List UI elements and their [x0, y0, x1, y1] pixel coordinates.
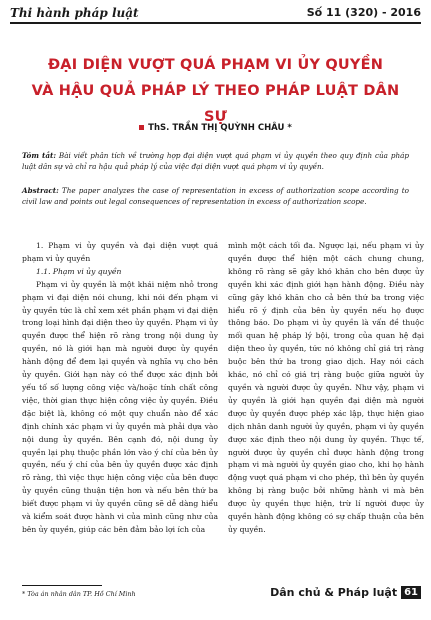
- page-number: 61: [401, 586, 421, 599]
- subsection-heading: 1.1. Phạm vi ủy quyền: [36, 266, 122, 276]
- body-paragraph: Phạm vi ủy quyền là một khái niệm nhỏ trong phạm vi đại diện nói chung, khi nói đến phạm vi ủy quyền tức là chỉ xem xét phần phạm vi đại diện trong loại hình đại diện theo ủy quyền. Phạm vi ủy quyền được thể hiện rõ ràng trong nội dung ủy quyền, nó là giới hạn mà người được ủy quyền hành động để đem lại quyền và nghĩa vụ cho bên ủy quyền. Giới hạn này có thể được xác định bởi yếu tố số lượng công việc và/hoặc tính chất công việc, thời gian thực hiện công việc ủy quyền. Điều đặc biệt là, không có một quy chuẩn nào để xác định chính xác phạm vi ủy quyền mà phải dựa vào nội dung ủy quyền. Bên cạnh đó, nội dung ủy quyền lại phụ thuộc phần lớn vào ý chí của bên ủy quyền, nếu ý chí của bên ủy quyền được xác định rõ ràng, thì việc thực hiện công việc của bên được ủy quyền cũng thuận tiện hơn và nếu bên thứ ba biết được phạm vi ủy quyền cũng sẽ dễ dàng hiểu và kiểm soát được hành vi của mình cũng như của bên ủy quyền, giúp các bên đảm bảo lợi ích của: [22, 279, 218, 534]
- author-line: [0, 123, 431, 133]
- abstract-english: [22, 185, 409, 207]
- article-title: [20, 52, 411, 130]
- author-bullet-icon: [139, 125, 144, 130]
- title-line-2: VÀ HẬU QUẢ PHÁP LÝ THEO PHÁP LUẬT DÂN SỰ: [31, 83, 400, 125]
- header-rule: [10, 22, 421, 24]
- title-line-1: ĐẠI DIỆN VƯỢT QUÁ PHẠM VI ỦY QUYỀN: [47, 57, 384, 73]
- abstract-vi-text: Bài viết phân tích về trường hợp đại diện vượt quá phạm vi ủy quyền theo quy định của pháp luật dân sự và chỉ ra hậu quả pháp lý của việc đại diện vượt quá phạm vi ủy quyền.: [22, 151, 409, 171]
- journal-name: Dân chủ & Pháp luật: [270, 586, 398, 599]
- abstract-vi-label: Tóm tắt:: [22, 151, 56, 160]
- issue-number: Số 11 (320) - 2016: [306, 6, 421, 19]
- section-heading: 1. Phạm vi ủy quyền và đại diện vượt quá phạm vi ủy quyền: [22, 241, 218, 263]
- footnote: * Tòa án nhân dân TP. Hồ Chí Minh: [22, 590, 136, 598]
- author-name: ThS. TRẦN THỊ QUỲNH CHÂU *: [148, 123, 292, 133]
- left-column: [22, 240, 218, 537]
- abstract-en-text: The paper analyzes the case of representation in excess of authorization scope according to civil law and points out legal consequences of representation in excess of authorization scope.: [22, 186, 409, 206]
- abstract-vietnamese: [22, 150, 409, 172]
- footnote-rule: [22, 585, 102, 586]
- section-name: Thi hành pháp luật: [10, 6, 139, 20]
- right-column: [228, 240, 424, 537]
- page-footer: [270, 586, 421, 599]
- page-header: [10, 4, 421, 26]
- abstract-en-label: Abstract:: [22, 186, 59, 195]
- body-paragraph: mình một cách tối đa. Ngược lại, nếu phạm vi ủy quyền được thể hiện một cách chung chung, không rõ ràng sẽ gây khó khăn cho bên được ủy quyền khi xác định giới hạn hành động. Điều này cũng gây khó khăn cho cả bên thứ ba trong việc hiểu rõ ý định của bên ủy quyền nếu họ được thông báo. Do phạm vi ủy quyền là vấn đề thuộc mối quan hệ pháp lý bội, trong của quan hệ đại diện theo ủy quyền, tức nó không chỉ giá trị ràng buộc bên thứ ba trong giao dịch. Hay nói cách khác, nó chỉ có giá trị ràng buộc giữa người ủy quyền và người được ủy quyền. Như vậy, phạm vi ủy quyền là giới hạn quyền đại diện mà người được ủy quyền được phép xác lập, thực hiện giao dịch nhân danh người ủy quyền, phạm vi ủy quyền được xác định theo nội dung ủy quyền. Thực tế, người được ủy quyền chỉ được hành động trong phạm vi mà người ủy quyền giao cho, khi họ hành động vượt quá phạm vi cho phép, thì bên ủy quyền không bị ràng buộc bởi những hành vi mà bên được ủy quyền thực hiện, trừ lí người được ủy quyền hành động không có sự chấp thuận của bên ủy quyền.: [228, 241, 424, 534]
